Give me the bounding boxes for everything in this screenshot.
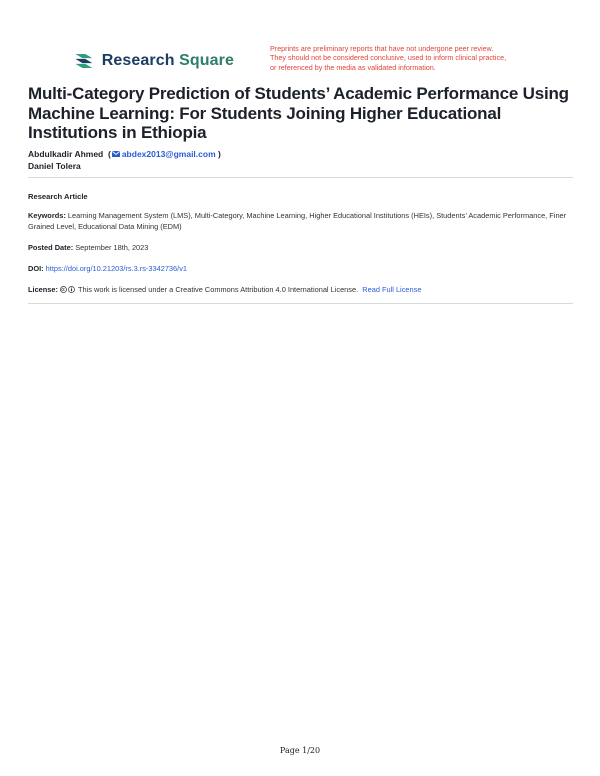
author-entry bbox=[28, 160, 576, 172]
preprint-disclaimer-line: or referenced by the media as validated information. bbox=[270, 62, 436, 72]
doi-label: DOI: bbox=[28, 264, 44, 273]
doi-block bbox=[28, 263, 576, 274]
license-text: This work is licensed under a Creative Commons Attribution 4.0 International License. bbox=[77, 285, 359, 294]
paper-title: Multi-Category Prediction of Students’ Academic Performance Using Machine Learning: For Students Joining Higher Educational Institutions in Ethiopia bbox=[28, 84, 569, 142]
author-entry bbox=[28, 148, 576, 160]
preprint-disclaimer-line: They should not be considered conclusive, used to inform clinical practice, bbox=[270, 53, 507, 63]
license-label: License: bbox=[28, 285, 58, 294]
doi-link[interactable]: https://doi.org/10.21203/rs.3.rs-3342736/v1 bbox=[45, 264, 188, 273]
keywords-text: Learning Management System (LMS), Multi-Category, Machine Learning, Higher Educational Institutions (HEIs), Students’ Academic Performance, Finer Grained Level, Educational Data Mining (EDM) bbox=[28, 211, 567, 231]
article-type-label: Research Article bbox=[28, 192, 88, 201]
posted-date-label: Posted Date: bbox=[28, 243, 74, 252]
read-full-license-link[interactable]: Read Full License bbox=[362, 285, 422, 294]
envelope-icon bbox=[112, 151, 120, 157]
keywords-label: Keywords: bbox=[28, 211, 66, 220]
author-list bbox=[28, 148, 576, 172]
logo-text: Research Square bbox=[101, 52, 234, 69]
section-divider bbox=[28, 177, 573, 178]
section-divider bbox=[28, 303, 573, 304]
keywords-block bbox=[28, 210, 576, 232]
preprint-disclaimer-line: Preprints are preliminary reports that have not undergone peer review. bbox=[270, 44, 494, 53]
author-email-link[interactable]: abdex2013@gmail.com bbox=[121, 149, 216, 159]
research-square-logo[interactable] bbox=[74, 46, 234, 76]
author-name: Daniel Tolera bbox=[28, 161, 81, 171]
attribution-icon bbox=[68, 286, 75, 293]
preprint-disclaimer bbox=[270, 44, 570, 72]
author-name: Abdulkadir Ahmed bbox=[28, 149, 104, 159]
posted-date-value: September 18th, 2023 bbox=[75, 243, 149, 252]
article-type bbox=[28, 191, 576, 202]
creative-commons-icon bbox=[60, 286, 67, 293]
research-square-logo-icon bbox=[74, 48, 94, 74]
posted-date-block bbox=[28, 242, 576, 253]
page-number: Page 1/20 bbox=[279, 746, 321, 755]
page-header bbox=[0, 0, 600, 80]
license-block bbox=[28, 284, 576, 295]
author-email-group: ( abdex2013@gmail.com ) bbox=[105, 149, 221, 159]
